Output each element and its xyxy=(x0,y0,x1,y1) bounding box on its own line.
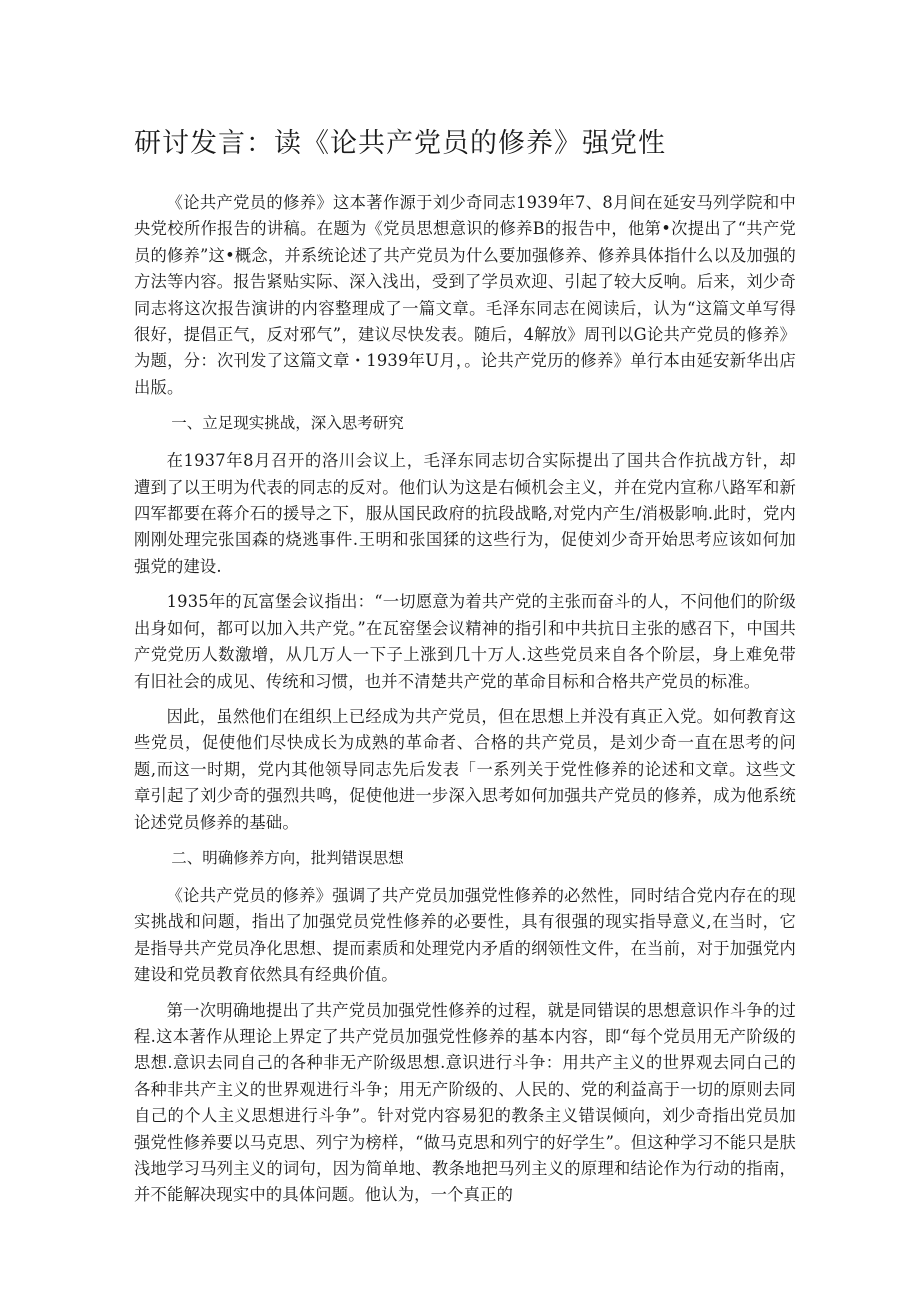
paragraph-significance: 《论共产党员的修养》强调了共产党员加强党性修养的必然性，同时结合党内存在的现实挑战和问题，指出了加强党员党性修养的必要性，具有很强的现实指导意义,在当时，它是指导共产党员净化思想、提而素质和处理党内矛盾的纲领性文件，在当前，对于加强党内建设和党员教育依然具有经典价值。 xyxy=(134,885,796,985)
paragraph-intro: 《论共产党员的修养》这本著作源于刘少奇同志1939年7、8月间在延安马列学院和中央党校所作报告的讲稿。在题为《党员思想意识的修养B的报告中，他第•次提出了“共产党员的修养”这•概念，并系统论述了共产党员为什么要加强修养、修养具体指什么以及加强的方法等内容。报告紧贴实际、深入浅出，受到了学员欢迎、引起了较大反响。后来，刘少奇同志将这次报告演讲的内容整理成了一篇文章。毛泽东同志在阅读后，认为“这篇文单写得很好，提倡正气，反对邪气”，建议尽快发表。随后，4解放》周刊以G论共产党员的修养》为题，分：次刊发了这篇文章・1939年U月，。论共产党历的修养》单行本由延安新华出店出版。 xyxy=(134,193,796,397)
section-heading-2: 二、明确修养方向，批判错误思想 xyxy=(171,848,404,867)
paragraph-luochuan: 在1937年8月召开的洛川会议上，毛泽东同志切合实际提出了国共合作抗战方针，却遭到了以王明为代表的同志的反对。他们认为这是右倾机会主义，并在党内宣称八路军和新四军都要在蒋介石的援导之下，服从国民政府的抗段战略,对党内产生/消极影响.此时，党内刚刚处理完张国森的烧逃事件.王明和张国猱的这些行为，促使刘少奇开始思考应该如何加强党的建设. xyxy=(134,451,796,576)
paragraph-education: 因此，虽然他们在组织上已经成为共产党员，但在思想上并没有真正入党。如何教育这些党员，促使他们尽快成长为成熟的革命者、合格的共产党员，是刘少奇一直在思考的问题,而这一时期，党内其他领导同志先后发表「一系列关于党性修养的论述和文章。这些文章引起了刘少奇的强烈共鸣，促使他进一步深入思考如何加强共产党员的修养，成为他系统论述党员修养的基础。 xyxy=(134,706,796,832)
document-title: 研讨发言：读《论共产党员的修养》强党性 xyxy=(134,128,666,159)
document-page xyxy=(134,124,796,1218)
paragraph-struggle: 第一次明确地提出了共产党员加强党性修养的过程，就是同错误的思想意识作斗争的过程.这本著作从理论上界定了共产党员加强党性修养的基本内容，即“每个党员用无产阶级的思想.意识去同自己的各种非无产阶级思想.意识进行斗争：用共产主义的世界观去同白己的各种非共产主义的世界观进行斗争；用无产阶级的、人民的、党的利益高于一切的原则去同自己的个人主义思想进行斗争”。针对党内容易犯的教条主义错误倾向，刘少奇指出党员加强党性修养要以马克思、列宁为榜样，“做马克思和列宁的好学生”。但这种学习不能只是肤浅地学习马列主义的词句，因为简单地、教条地把马列主义的原理和结论作为行动的指南，并不能解决现实中的具体问题。他认为，一个真正的 xyxy=(134,1000,796,1205)
section-heading-1: 一、立足现实挑战，深入思考研究 xyxy=(171,414,404,433)
paragraph-wayaobao: 1935年的瓦富堡会议指出：“一切愿意为着共产党的主张而奋斗的人，不问他们的阶级出身如何，都可以加入共产党。”在瓦窑堡会议精神的指引和中共抗日主张的感召下，中国共产党党历人数激增，从几万人一下子上涨到几十万人.这些党员来自各个阶层，身上难免带有旧社会的成见、传统和习惯，也并不清楚共产党的革命目标和合格共产党员的标准。 xyxy=(134,592,796,691)
